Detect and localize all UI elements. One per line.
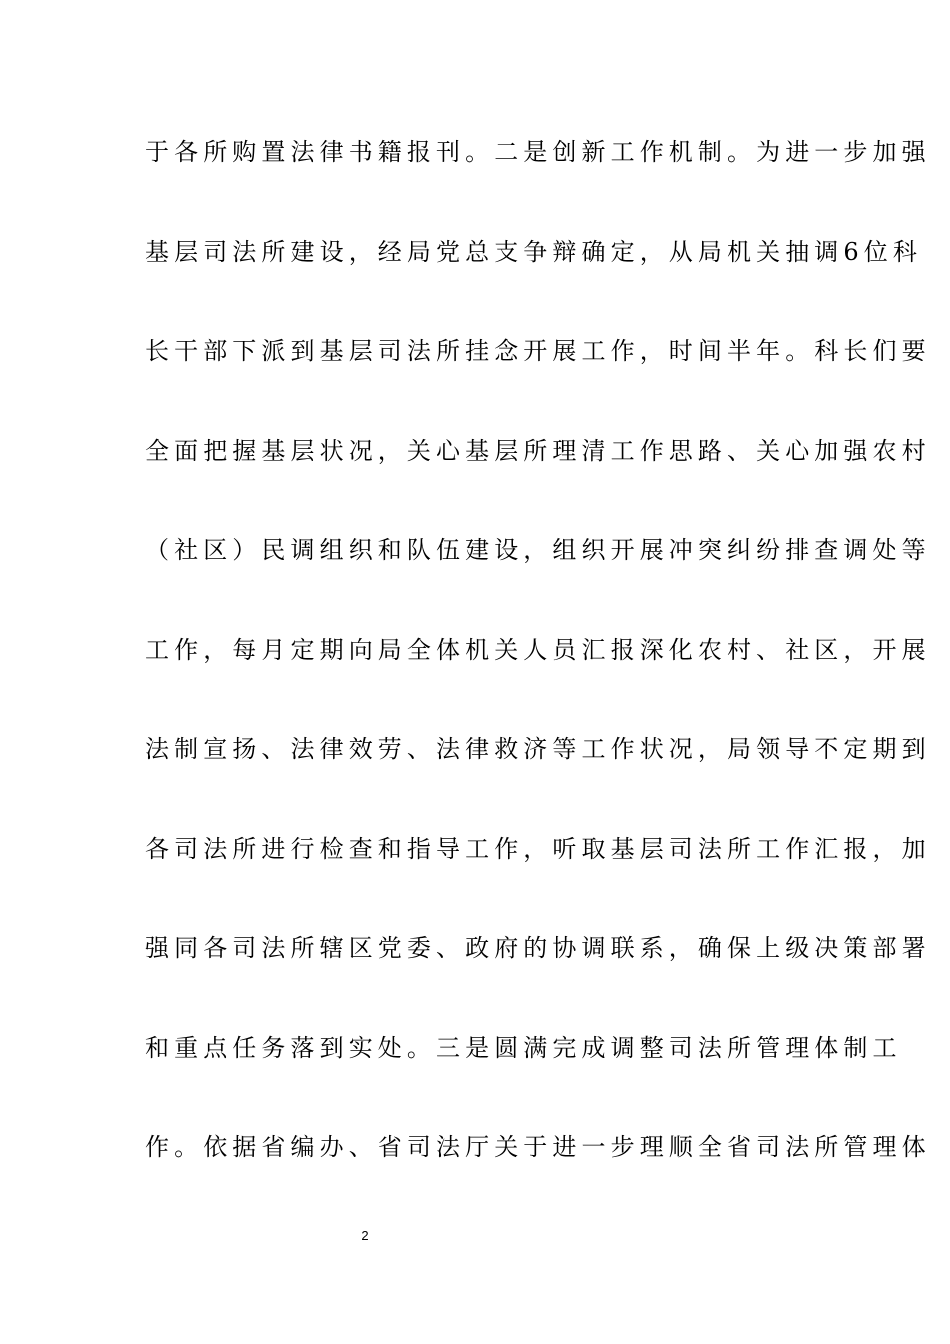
body-text [145,126,931,1221]
text-line-9: 强同各司法所辖区党委、政府的协调联系，确保上级决策部署 [145,934,931,962]
text-line-10: 和重点任务落到实处。三是圆满完成调整司法所管理体制工 [145,1033,902,1062]
text-line-5: （社区）民调组织和队伍建设，组织开展冲突纠纷排查调处等 [145,536,931,564]
text-line-6: 工作，每月定期向局全体机关人员汇报深化农村、社区，开展 [145,635,931,664]
text-line-8: 各司法所进行检查和指导工作，听取基层司法所工作汇报，加 [145,834,931,863]
text-line-11: 作。依据省编办、省司法厅关于进一步理顺全省司法所管理体 [145,1133,931,1161]
text-line-1: 于各所购置法律书籍报刊。二是创新工作机制。为进一步加强 [145,138,931,166]
text-line-7: 法制宣扬、法律效劳、法律救济等工作状况，局领导不定期到 [145,735,931,763]
text-line-2: 基层司法所建设，经局党总支争辩确定，从局机关抽调6位科 [145,237,922,266]
text-line-4: 全面把握基层状况，关心基层所理清工作思路、关心加强农村 [145,436,931,465]
text-line-3: 长干部下派到基层司法所挂念开展工作，时间半年。科长们要 [145,337,931,365]
page-number: 2 [361,1228,369,1243]
